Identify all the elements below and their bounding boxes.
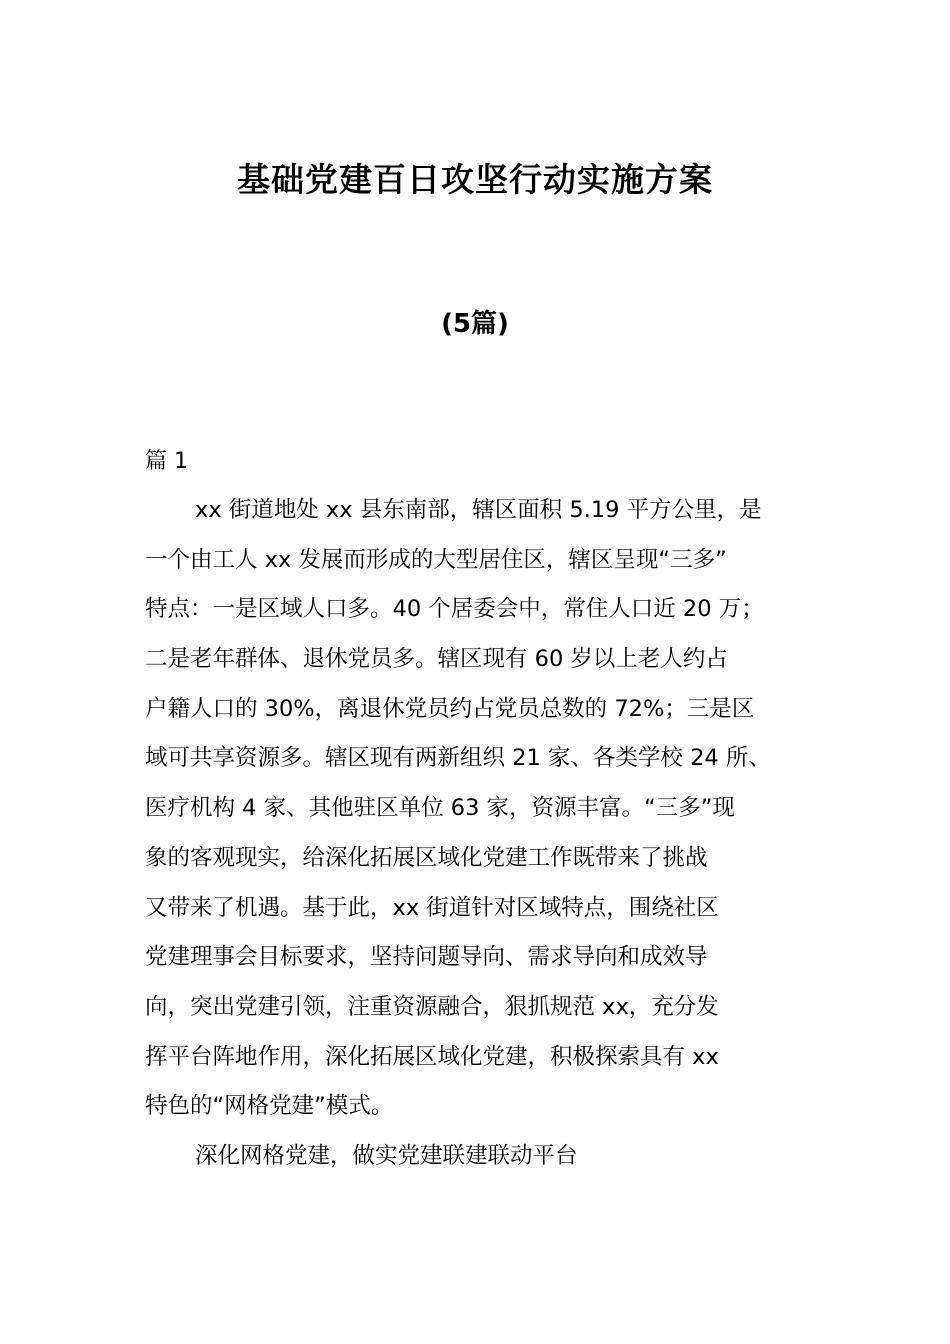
document-subtitle: (5篇) <box>441 309 509 339</box>
paragraph-line: 特色的“网格党建”模式。 <box>145 1093 394 1120</box>
document-title: 基础党建百日攻坚行动实施方案 <box>237 160 713 199</box>
paragraph-line: 党建理事会目标要求，坚持问题导向、需求导向和成效导 <box>145 944 708 971</box>
paragraph-line: 医疗机构 4 家、其他驻区单位 63 家，资源丰富。“三多”现 <box>145 795 735 822</box>
chapter-label: 篇 1 <box>145 449 188 474</box>
paragraph-line: 域可共享资源多。辖区现有两新组织 21 家、各类学校 24 所、 <box>145 745 771 772</box>
paragraph-line: 一个由工人 xx 发展而形成的大型居住区，辖区呈现“三多” <box>145 546 727 573</box>
paragraph-line: 二是老年群体、退休党员多。辖区现有 60 岁以上老人约占 <box>145 646 728 673</box>
paragraph-line: 特点：一是区域人口多。40 个居委会中，常住人口近 20 万； <box>145 596 764 623</box>
paragraph-line: 户籍人口的 30%，离退休党员约占党员总数的 72%；三是区 <box>145 695 755 722</box>
paragraph-line: 挥平台阵地作用，深化拓展区域化党建，积极探索具有 xx <box>145 1043 719 1070</box>
paragraph-line: 又带来了机遇。基于此，xx 街道针对区域特点，围绕社区 <box>145 894 719 921</box>
paragraph-line: 向，突出党建引领，注重资源融合，狠抓规范 xx，充分发 <box>145 993 719 1020</box>
document-body <box>145 486 830 1182</box>
section-heading: 深化网格党建，做实党建联建联动平台 <box>195 1142 578 1169</box>
paragraph-line: xx 街道地处 xx 县东南部，辖区面积 5.19 平方公里，是 <box>195 497 762 523</box>
paragraph-line: 象的客观现实，给深化拓展区域化党建工作既带来了挑战 <box>145 844 708 871</box>
